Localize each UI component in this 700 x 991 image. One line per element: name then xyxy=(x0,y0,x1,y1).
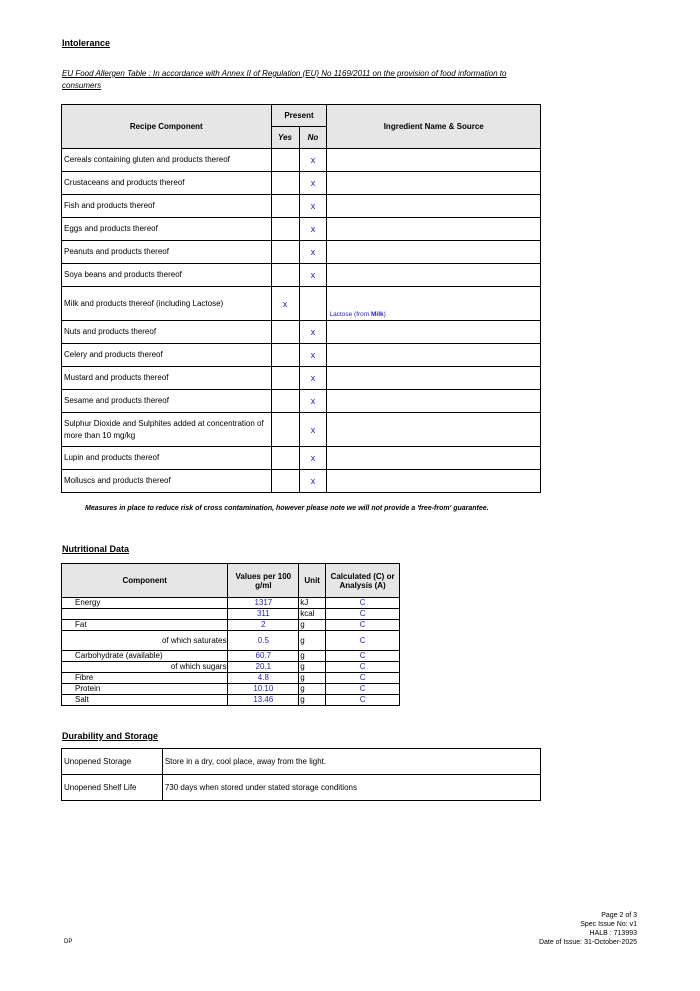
present-no-mark: x xyxy=(299,195,327,218)
present-no-mark: x xyxy=(299,470,327,493)
nutrient-label: Energy xyxy=(62,598,228,609)
present-no-mark: x xyxy=(299,390,327,413)
allergen-row xyxy=(62,390,541,413)
present-no-mark: x xyxy=(299,172,327,195)
present-no-mark: x xyxy=(299,367,327,390)
nutrition-row xyxy=(62,620,400,631)
nutrient-unit: g xyxy=(299,684,326,695)
header-no: No xyxy=(299,127,327,149)
allergen-component: Soya beans and products thereof xyxy=(62,264,272,287)
nutrition-row xyxy=(62,684,400,695)
durability-value: 730 days when stored under stated storage conditions xyxy=(162,775,540,801)
allergen-row xyxy=(62,344,541,367)
ingredient-source xyxy=(327,287,541,321)
allergen-row xyxy=(62,149,541,172)
ingredient-source xyxy=(327,367,541,390)
nutrient-label: Protein xyxy=(62,684,228,695)
allergen-row xyxy=(62,264,541,287)
nutrition-row xyxy=(62,631,400,651)
present-no-mark: x xyxy=(299,241,327,264)
ingredient-source xyxy=(327,149,541,172)
nutrient-unit: kJ xyxy=(299,598,326,609)
nutrition-row xyxy=(62,673,400,684)
nutrient-label: Salt xyxy=(62,695,228,706)
allergen-component: Sesame and products thereof xyxy=(62,390,272,413)
ingredient-source xyxy=(327,390,541,413)
nutrient-label: of which sugars xyxy=(62,662,228,673)
date-of-issue: Date of Issue: 31-October-2025 xyxy=(538,939,637,946)
nutrient-value: 4.8 xyxy=(228,673,299,684)
present-yes-mark xyxy=(271,413,299,447)
present-yes-mark xyxy=(271,172,299,195)
header-present: Present xyxy=(271,105,327,127)
ingredient-source xyxy=(327,218,541,241)
present-yes-mark xyxy=(271,264,299,287)
nutrient-unit: kcal xyxy=(299,609,326,620)
ingredient-source xyxy=(327,172,541,195)
ingredient-source-end: ) xyxy=(383,311,386,318)
durability-row xyxy=(62,749,541,775)
present-yes-mark xyxy=(271,241,299,264)
nutrient-label: of which saturates xyxy=(62,631,228,651)
allergen-row xyxy=(62,413,541,447)
nutrient-unit: g xyxy=(299,651,326,662)
durability-heading: Durability and Storage xyxy=(62,731,159,741)
nutrient-unit: g xyxy=(299,695,326,706)
present-yes-mark xyxy=(271,390,299,413)
present-yes-mark xyxy=(271,447,299,470)
nutrition-row xyxy=(62,598,400,609)
allergen-component: Eggs and products thereof xyxy=(62,218,272,241)
nutrient-unit: g xyxy=(299,631,326,651)
present-yes-mark xyxy=(271,195,299,218)
calculated-or-analysis: C xyxy=(326,662,400,673)
allergen-row xyxy=(62,321,541,344)
calculated-or-analysis: C xyxy=(326,651,400,662)
allergen-row xyxy=(62,470,541,493)
ingredient-source xyxy=(327,264,541,287)
durability-value: Store in a dry, cool place, away from the light. xyxy=(162,749,540,775)
calculated-or-analysis: C xyxy=(326,684,400,695)
ingredient-source xyxy=(327,195,541,218)
product-code: HALB : 713993 xyxy=(589,930,637,937)
cross-contamination-note: Measures in place to reduce risk of cross contamination, however please note we will not provide a 'free-from' guarantee. xyxy=(85,505,489,512)
present-yes-mark xyxy=(271,470,299,493)
allergen-row xyxy=(62,287,541,321)
ingredient-source xyxy=(327,447,541,470)
nutrient-value: 1317 xyxy=(228,598,299,609)
durability-label: Unopened Storage xyxy=(62,749,163,775)
ingredient-source xyxy=(327,470,541,493)
header-yes: Yes xyxy=(271,127,299,149)
durability-table xyxy=(61,748,541,801)
allergen-row xyxy=(62,218,541,241)
present-no-mark: x xyxy=(299,321,327,344)
nutrient-label: Carbohydrate (available) xyxy=(62,651,228,662)
page-number: Page 2 of 3 xyxy=(601,912,637,919)
ingredient-source xyxy=(327,413,541,447)
header-calculated-analysis: Calculated (C) or Analysis (A) xyxy=(326,564,400,598)
allergen-row xyxy=(62,447,541,470)
present-no-mark xyxy=(299,287,327,321)
ingredient-source-allergen: Milk xyxy=(371,311,384,318)
present-yes-mark xyxy=(271,218,299,241)
footer-initials: DP xyxy=(64,939,73,945)
allergen-component: Peanuts and products thereof xyxy=(62,241,272,264)
header-values: Values per 100 g/ml xyxy=(228,564,299,598)
present-yes-mark xyxy=(271,367,299,390)
header-recipe-component: Recipe Component xyxy=(62,105,272,149)
intolerance-heading: Intolerance xyxy=(62,38,111,48)
present-yes-mark: x xyxy=(271,287,299,321)
calculated-or-analysis: C xyxy=(326,609,400,620)
present-no-mark: x xyxy=(299,413,327,447)
allergen-component: Lupin and products thereof xyxy=(62,447,272,470)
calculated-or-analysis: C xyxy=(326,695,400,706)
footer-block xyxy=(539,911,637,947)
nutrition-row xyxy=(62,609,400,620)
nutrient-value: 13.46 xyxy=(228,695,299,706)
spec-issue: Spec Issue No: v1 xyxy=(580,921,637,928)
nutrient-value: 2 xyxy=(228,620,299,631)
nutrient-unit: g xyxy=(299,620,326,631)
nutrient-unit: g xyxy=(299,673,326,684)
nutrition-row xyxy=(62,651,400,662)
allergen-table xyxy=(61,104,541,493)
calculated-or-analysis: C xyxy=(326,598,400,609)
allergen-component: Mustard and products thereof xyxy=(62,367,272,390)
nutrient-label xyxy=(62,609,228,620)
calculated-or-analysis: C xyxy=(326,673,400,684)
allergen-component: Crustaceans and products thereof xyxy=(62,172,272,195)
allergen-component: Milk and products thereof (including Lactose) xyxy=(62,287,272,321)
durability-row xyxy=(62,775,541,801)
ingredient-source xyxy=(327,344,541,367)
nutrition-row xyxy=(62,662,400,673)
header-ingredient-source: Ingredient Name & Source xyxy=(327,105,541,149)
durability-label: Unopened Shelf Life xyxy=(62,775,163,801)
nutrient-label: Fibre xyxy=(62,673,228,684)
nutrient-value: 20.1 xyxy=(228,662,299,673)
allergen-row xyxy=(62,367,541,390)
ingredient-source-text: Lactose (from xyxy=(329,311,371,318)
ingredient-source xyxy=(327,241,541,264)
ingredient-source xyxy=(327,321,541,344)
nutritional-data-heading: Nutritional Data xyxy=(62,544,130,554)
allergen-component: Nuts and products thereof xyxy=(62,321,272,344)
allergen-table-subtitle: EU Food Allergen Table : In accordance with Annex II of Regulation (EU) No 1169/2011 on the provision of food information to consumers xyxy=(62,69,507,90)
nutrient-value: 10.10 xyxy=(228,684,299,695)
allergen-component: Sulphur Dioxide and Sulphites added at concentration of more than 10 mg/kg xyxy=(62,413,272,447)
nutrient-value: 311 xyxy=(228,609,299,620)
present-yes-mark xyxy=(271,321,299,344)
allergen-component: Molluscs and products thereof xyxy=(62,470,272,493)
allergen-component: Celery and products thereof xyxy=(62,344,272,367)
allergen-row xyxy=(62,172,541,195)
present-no-mark: x xyxy=(299,447,327,470)
nutrient-label: Fat xyxy=(62,620,228,631)
present-no-mark: x xyxy=(299,218,327,241)
header-unit: Unit xyxy=(299,564,326,598)
calculated-or-analysis: C xyxy=(326,620,400,631)
allergen-component: Fish and products thereof xyxy=(62,195,272,218)
header-component: Component xyxy=(62,564,228,598)
nutrition-table xyxy=(61,563,400,706)
nutrient-value: 0.5 xyxy=(228,631,299,651)
nutrient-value: 60.7 xyxy=(228,651,299,662)
present-yes-mark xyxy=(271,149,299,172)
allergen-row xyxy=(62,241,541,264)
nutrition-row xyxy=(62,695,400,706)
present-no-mark: x xyxy=(299,149,327,172)
nutrient-unit: g xyxy=(299,662,326,673)
calculated-or-analysis: C xyxy=(326,631,400,651)
present-yes-mark xyxy=(271,344,299,367)
allergen-component: Cereals containing gluten and products thereof xyxy=(62,149,272,172)
present-no-mark: x xyxy=(299,264,327,287)
present-no-mark: x xyxy=(299,344,327,367)
allergen-row xyxy=(62,195,541,218)
